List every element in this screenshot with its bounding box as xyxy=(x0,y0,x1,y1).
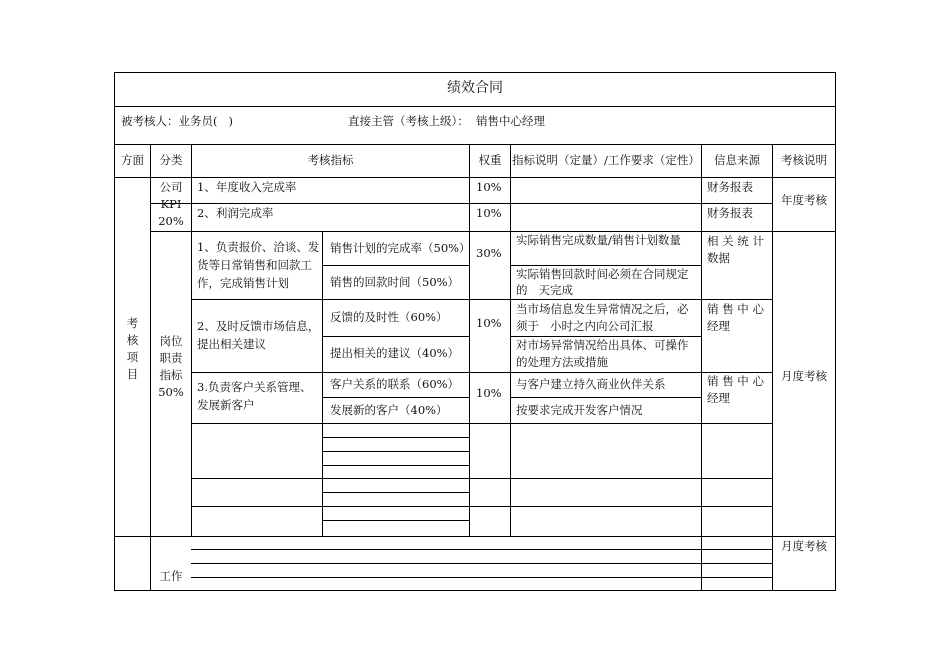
post-kpi-note: 月度考核 xyxy=(781,369,827,383)
table-row-source: 财务报表 xyxy=(707,206,753,220)
aspect-char: 考 xyxy=(126,316,139,330)
responsibility-line: 发展新客户 xyxy=(197,398,255,412)
table-row-indicator: 1、年度收入完成率 xyxy=(197,180,297,194)
header-source: 信息来源 xyxy=(714,153,760,167)
indicator-item: 反馈的及时性（60%） xyxy=(330,310,448,324)
company-kpi-note: 年度考核 xyxy=(781,193,827,207)
header-weight: 权重 xyxy=(478,153,502,167)
category-line: 岗位 xyxy=(159,334,183,348)
table-row-indicator: 2、利润完成率 xyxy=(197,206,274,220)
responsibility-line: 3.负责客户关系管理、 xyxy=(197,380,312,394)
work-category: 工作 xyxy=(159,569,183,583)
source-line: 销 售 中 心 xyxy=(707,374,764,388)
aspect-char: 核 xyxy=(126,333,139,347)
indicator-item: 客户关系的联系（60%） xyxy=(330,377,460,391)
responsibility-line: 2、及时反馈市场信息， xyxy=(197,319,320,333)
description-line: 实际销售回款时间必须在合同规定 xyxy=(516,267,689,281)
assessee-field: 被考核人：业务员( ) xyxy=(121,114,233,128)
description-line: 按要求完成开发客户情况 xyxy=(516,403,643,417)
description-line: 对市场异常情况给出具体、可操作 xyxy=(516,338,689,352)
category-line: 50% xyxy=(158,385,184,399)
header-note: 考核说明 xyxy=(781,153,827,167)
supervisor-field: 直接主管（考核上级）： 销售中心经理 xyxy=(348,114,546,128)
category-line: 指标 xyxy=(159,368,183,382)
table-row-weight: 10% xyxy=(476,206,502,220)
source-line: 数据 xyxy=(707,251,730,265)
responsibility-line: 提出相关建议 xyxy=(197,337,266,351)
category-line: 公司 xyxy=(159,180,183,194)
table-row-weight: 10% xyxy=(476,180,502,194)
header-aspect: 方面 xyxy=(121,153,144,167)
header-indicator: 考核指标 xyxy=(307,153,354,167)
source-line: 经理 xyxy=(707,391,730,405)
description-line: 的处理方法或措施 xyxy=(516,355,608,369)
header-category: 分类 xyxy=(159,153,183,167)
aspect-char: 目 xyxy=(126,367,139,381)
indicator-item: 提出相关的建议（40%） xyxy=(330,346,460,360)
work-note: 月度考核 xyxy=(781,539,827,553)
description-line: 的 天完成 xyxy=(516,283,573,297)
description-line: 与客户建立持久商业伙伴关系 xyxy=(516,377,666,391)
page-title: 绩效合同 xyxy=(447,80,503,96)
description-line: 须于 小时之内向公司汇报 xyxy=(516,319,654,333)
weight-value: 30% xyxy=(476,246,502,260)
source-line: 销 售 中 心 xyxy=(707,302,764,316)
category-line: 20% xyxy=(158,214,184,228)
indicator-item: 发展新的客户（40%） xyxy=(330,403,448,417)
responsibility-line: 货等日常销售和回款工 xyxy=(197,258,312,272)
aspect-char: 项 xyxy=(126,350,139,364)
category-line: KPI xyxy=(160,197,182,211)
responsibility-line: 1、负责报价、洽谈、发 xyxy=(197,240,320,254)
description-line: 实际销售完成数量/销售计划数量 xyxy=(516,233,681,247)
header-description: 指标说明（定量）/工作要求（定性） xyxy=(512,153,700,167)
source-line: 相 关 统 计 xyxy=(707,234,764,248)
table-row-source: 财务报表 xyxy=(707,180,753,194)
weight-value: 10% xyxy=(476,386,502,400)
category-line: 职责 xyxy=(159,351,183,365)
description-line: 当市场信息发生异常情况之后，必 xyxy=(516,302,689,316)
source-line: 经理 xyxy=(707,319,730,333)
weight-value: 10% xyxy=(476,316,502,330)
responsibility-line: 作，完成销售计划 xyxy=(197,276,289,290)
indicator-item: 销售的回款时间（50%） xyxy=(330,275,460,289)
indicator-item: 销售计划的完成率（50%） xyxy=(330,241,471,255)
